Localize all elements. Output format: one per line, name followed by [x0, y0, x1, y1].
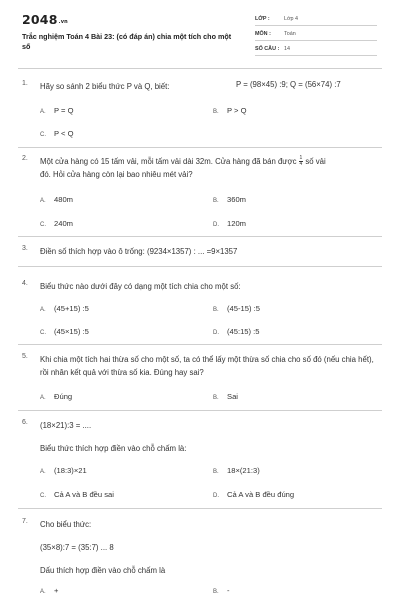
option-text: 480m: [54, 195, 73, 204]
question-number: 5.: [22, 353, 28, 360]
option-text: P < Q: [54, 129, 74, 138]
option-6a[interactable]: [40, 466, 87, 475]
question-text: (18×21):3 = ....: [40, 421, 92, 430]
option-letter: A.: [40, 109, 46, 115]
option-letter: C.: [40, 330, 46, 336]
question-divider: [18, 236, 382, 237]
option-4d[interactable]: [213, 327, 260, 336]
option-6b[interactable]: [213, 466, 260, 475]
option-letter: D.: [213, 330, 219, 336]
question-text: Hãy so sánh 2 biểu thức P và Q, biết:: [40, 82, 170, 91]
meta-lop-label: LỚP :: [255, 16, 270, 22]
option-text: 120m: [227, 219, 246, 228]
option-1c[interactable]: [40, 129, 74, 138]
fraction: [299, 156, 304, 167]
question-text: Khi chia một tích hai thừa số cho một số, ta có thể lấy một thừa số chia cho số đó (nếu chia hết), rồi nhân kết quả với thừa số kia. Đúng hay sai?: [40, 355, 374, 377]
meta-mon: [255, 29, 377, 41]
question-subtext: Biểu thức thích hợp điền vào chỗ chấm là:: [40, 444, 187, 453]
question-number: 7.: [22, 518, 28, 525]
option-4c[interactable]: [40, 327, 89, 336]
option-text: (45:15) :5: [227, 327, 260, 336]
option-letter: B.: [213, 469, 219, 475]
option-text: P > Q: [227, 106, 247, 115]
option-letter: C.: [40, 222, 46, 228]
option-2b[interactable]: [213, 195, 246, 204]
option-1a[interactable]: [40, 106, 74, 115]
option-7a[interactable]: [40, 586, 58, 595]
option-text: (45+15) :5: [54, 304, 89, 313]
option-letter: B.: [213, 395, 219, 401]
option-letter: A.: [40, 589, 46, 595]
option-text: 240m: [54, 219, 73, 228]
option-4a[interactable]: [40, 304, 89, 313]
option-2d[interactable]: [213, 219, 246, 228]
option-text: Cả A và B đều đúng: [227, 490, 295, 499]
option-letter: D.: [213, 222, 219, 228]
option-4b[interactable]: [213, 304, 260, 313]
option-text: 18×(21:3): [227, 466, 260, 475]
option-letter: B.: [213, 198, 219, 204]
option-letter: D.: [213, 493, 219, 499]
option-letter: C.: [40, 132, 46, 138]
option-letter: A.: [40, 469, 46, 475]
option-6c[interactable]: [40, 490, 114, 499]
option-text: (45×15) :5: [54, 327, 89, 336]
header-divider: [18, 68, 382, 69]
meta-socau-value: 14: [284, 46, 290, 52]
question-text: Biểu thức nào dưới đây có dạng một tích chia cho một số:: [40, 282, 241, 291]
option-text: 360m: [227, 195, 246, 204]
question-text: Cho biểu thức:: [40, 520, 92, 529]
fraction-denominator: 4: [299, 161, 303, 168]
question-divider: [18, 410, 382, 411]
option-letter: B.: [213, 589, 219, 595]
logo-text: 2048: [22, 12, 58, 27]
option-text: Đúng: [54, 392, 73, 401]
option-text: (18:3)×21: [54, 466, 87, 475]
option-1b[interactable]: [213, 106, 247, 115]
question-text: [40, 155, 378, 181]
option-letter: C.: [40, 493, 46, 499]
site-logo[interactable]: [22, 12, 68, 27]
option-letter: A.: [40, 307, 46, 313]
option-7b[interactable]: [213, 586, 230, 595]
question-text: Điền số thích hợp vào ô trống: (9234×1357) : ... =9×1357: [40, 247, 238, 256]
question-subtext: Dấu thích hợp điền vào chỗ chấm là: [40, 566, 166, 575]
question-formula: P = (98×45) :9; Q = (56×74) :7: [236, 80, 341, 89]
logo-suffix: .vn: [58, 19, 68, 25]
option-letter: A.: [40, 395, 46, 401]
option-5a[interactable]: [40, 392, 72, 401]
meta-lop: [255, 14, 377, 26]
meta-socau-label: SỐ CÂU :: [255, 46, 280, 52]
option-text: Cả A và B đều sai: [54, 490, 114, 499]
question-divider: [18, 147, 382, 148]
meta-mon-value: Toán: [284, 31, 296, 37]
question-divider: [18, 266, 382, 267]
page-title: Trắc nghiệm Toán 4 Bài 23: (có đáp án) chia một tích cho một số: [22, 32, 232, 51]
question-text-after: số vải: [305, 157, 326, 166]
option-text: -: [227, 586, 230, 595]
meta-lop-value: Lớp 4: [284, 16, 299, 22]
option-5b[interactable]: [213, 392, 238, 401]
option-6d[interactable]: [213, 490, 294, 499]
question-divider: [18, 508, 382, 509]
option-letter: B.: [213, 109, 219, 115]
option-2a[interactable]: [40, 195, 73, 204]
question-text-line2: đó. Hỏi cửa hàng còn lại bao nhiêu mét vải?: [40, 170, 193, 179]
meta-mon-label: MÔN :: [255, 31, 271, 37]
question-number: 6.: [22, 419, 28, 426]
question-number: 4.: [22, 280, 28, 287]
question-divider: [18, 344, 382, 345]
question-number: 1.: [22, 80, 28, 87]
question-expression: (35×8):7 = (35:7) ... 8: [40, 543, 114, 552]
option-text: P = Q: [54, 106, 74, 115]
question-number: 2.: [22, 155, 28, 162]
question-number: 3.: [22, 245, 28, 252]
option-text: +: [54, 586, 59, 595]
fraction-numerator: 1: [299, 155, 303, 162]
page-header: [0, 0, 400, 66]
option-text: (45-15) :5: [227, 304, 260, 313]
option-2c[interactable]: [40, 219, 73, 228]
option-text: Sai: [227, 392, 238, 401]
option-letter: A.: [40, 198, 46, 204]
option-letter: B.: [213, 307, 219, 313]
question-text-before: Một cửa hàng có 15 tấm vải, mỗi tấm vải dài 32m. Cửa hàng đã bán được: [40, 157, 297, 166]
meta-socau: [255, 44, 377, 56]
